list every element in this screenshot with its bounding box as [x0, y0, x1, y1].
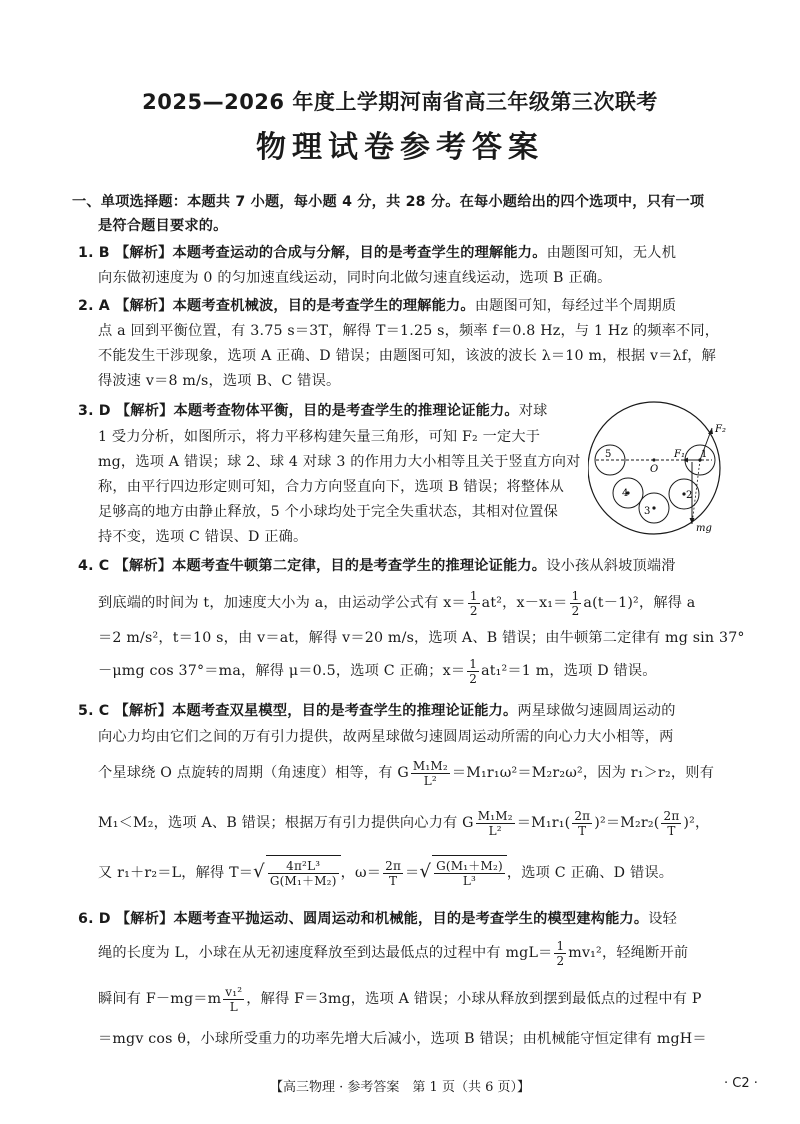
- q5-frac-2pi-1: $\frac{2\pi}{T}$: [574, 808, 591, 838]
- q1-text1: 由题图可知，无人机: [546, 245, 677, 261]
- q6-line4: ＝mgv cos θ，小球所受重力的功率先增大后减小，选项 B 错误；由机械能守恒定律有 mgH＝: [98, 1031, 707, 1047]
- q6-line1: [78, 909, 677, 929]
- q6-text0: 设轻: [648, 911, 678, 927]
- q6-line2: 绳的长度为 L，小球在从无初速度释放至到达最低点的过程中有 mgL＝ $\frac{1}{2}$ mv₁²，轻绳断开前: [98, 938, 689, 968]
- q5-sqrt-frac-1: $\frac{\text{4π²L³}}{\text{G(M₁＋M₂)}}$: [269, 859, 337, 888]
- center-dot: [652, 458, 655, 461]
- q6-frac-v1sq-L: $\frac{\text{v₁²}}{L}$: [225, 984, 243, 1014]
- document-title: 物理试卷参考答案: [256, 130, 544, 165]
- q3-line5: 足够高的地方由静止释放，5 个小球均处于完全失重状态，其相对位置保: [98, 504, 558, 520]
- label-3: 3: [644, 506, 651, 517]
- label-F2: F₂: [715, 424, 726, 435]
- q5-line2: 向心力均由它们之间的万有引力提供，故两星球做匀速圆周运动所需的向心力大小相等，两: [98, 729, 674, 745]
- q4-frac-half-2: $\frac{1}{2}$: [571, 588, 580, 618]
- q4-frac-half-1: $\frac{1}{2}$: [469, 588, 478, 618]
- q5-head: 5. C 【解析】本题考查双星模型，目的是考查学生的推理论证能力。: [78, 703, 518, 719]
- page-code: · C2 ·: [724, 1076, 758, 1091]
- page-footer: 【高三物理 · 参考答案 第 1 页（共 6 页）】: [270, 1080, 530, 1095]
- q4-frac-half-3: $\frac{1}{2}$: [469, 656, 478, 686]
- q2-line3: 不能发生干涉现象，选项 A 正确、D 错误；由题图可知，该波的波长 λ＝10 m，根据 v＝λf，解: [98, 348, 717, 364]
- q3-text0: 对球: [518, 403, 548, 419]
- q5-frac-m1m2-2: $\frac{\text{M₁M₂}}{\text{L²}}$: [477, 808, 513, 838]
- q5-sqrt-frac-2: $\frac{\text{G(M₁＋M₂)}}{\text{L³}}$: [436, 859, 503, 888]
- label-O: O: [650, 464, 659, 475]
- q1-line2: 向东做初速度为 0 的匀加速直线运动，同时向北做匀速直线运动，选项 B 正确。: [98, 270, 612, 286]
- q2-text1: 由题图可知，每经过半个周期质: [474, 298, 677, 314]
- q5-line5: 又 r₁＋r₂＝L，解得 T＝√ $\frac{\text{4π²L³}}{\text{G(M₁＋M₂)}}$ ，ω＝ $\frac{2\pi}{T}$ ＝√ $\frac{\text{G(M₁＋M₂)}}{\text{L³}}$ ，选项 C 正确、D 错误。: [98, 854, 673, 892]
- label-4: 4: [622, 488, 629, 499]
- q3-line3: mg，选项 A 错误；球 2、球 4 对球 3 的作用力大小相等且关于竖直方向对: [98, 454, 581, 470]
- q4-line4: －μmg cos 37°＝ma，解得 μ＝0.5，选项 C 正确；x＝ $\frac{1}{2}$ at₁²＝1 m，选项 D 错误。: [98, 656, 657, 686]
- q5-frac-2pi-3: $\frac{2\pi}{T}$: [385, 858, 402, 888]
- q3-force-diagram: [588, 398, 730, 538]
- q3-line6: 持不变，选项 C 错误、D 正确。: [98, 529, 308, 545]
- section-heading-line2: 是符合题目要求的。: [98, 218, 228, 234]
- label-5: 5: [605, 449, 612, 460]
- q6-frac-half: $\frac{1}{2}$: [556, 938, 565, 968]
- q5-text0: 两星球做匀速圆周运动的: [517, 703, 676, 719]
- q5-line3: 个星球绕 O 点旋转的周期（角速度）相等，有 G $\frac{\text{M₁M₂}}{\text{L²}}$ ＝M₁r₁ω²＝M₂r₂ω²，因为 r₁＞r₂，则有: [98, 758, 715, 788]
- q5-frac-m1m2-1: $\frac{\text{M₁M₂}}{\text{L²}}$: [412, 758, 448, 788]
- q1-line1: [78, 243, 676, 263]
- q5-line1: [78, 701, 676, 721]
- q4-head: 4. C 【解析】本题考查牛顿第二定律，目的是考查学生的推理论证能力。: [78, 558, 547, 574]
- q5-line4: M₁＜M₂，选项 A、B 错误；根据万有引力提供向心力有 G $\frac{\text{M₁M₂}}{\text{L²}}$ ＝M₁r₁( $\frac{2\pi}{T}$ )²＝M₂r₂( $\frac{2\pi}{T}$ )²，: [98, 808, 710, 838]
- q6-line3: 瞬间有 F－mg＝m $\frac{\text{v₁²}}{L}$ ，解得 F＝3mg，选项 A 错误；小球从释放到摆到最低点的过程中有 P: [98, 984, 702, 1014]
- q4-line2: 到底端的时间为 t，加速度大小为 a，由运动学公式有 x＝ $\frac{1}{2}$ at²，x－x₁＝ $\frac{1}{2}$ a(t－1)²，解得 a: [98, 588, 696, 618]
- label-mg: mg: [696, 523, 712, 534]
- section-heading-line1: 一、单项选择题：本题共 7 小题，每小题 4 分，共 28 分。在每小题给出的四个选项中，只有一项: [72, 194, 705, 210]
- q3-line4: 称，由平行四边形定则可知，合力方向竖直向下，选项 B 错误；将整体从: [98, 479, 565, 495]
- q2-head: 2. A 【解析】本题考查机械波，目的是考查学生的理解能力。: [78, 298, 475, 314]
- label-F1: F₁: [674, 449, 685, 460]
- q1-head: 1. B 【解析】本题考查运动的合成与分解，目的是考查学生的理解能力。: [78, 245, 547, 261]
- q3-line2: 1 受力分析，如图所示，将力平移构建矢量三角形，可知 F₂ 一定大于: [98, 429, 541, 445]
- q4-text0: 设小孩从斜坡顶端滑: [546, 558, 676, 574]
- q6-head: 6. D 【解析】本题考查平抛运动、圆周运动和机械能，目的是考查学生的模型建构能力。: [78, 911, 649, 927]
- q4-line1: [78, 556, 676, 576]
- exam-title: 2025—2026 年度上学期河南省高三年级第三次联考: [142, 90, 658, 114]
- label-1: 1: [701, 449, 708, 460]
- q3-line1: [78, 401, 548, 421]
- q2-line2: 点 a 回到平衡位置，有 3.75 s＝3T，解得 T＝1.25 s，频率 f＝0.8 Hz，与 1 Hz 的频率不同，: [98, 323, 720, 339]
- q2-line4: 得波速 v＝8 m/s，选项 B、C 错误。: [98, 373, 341, 389]
- q2-line1: [78, 296, 676, 316]
- q5-frac-2pi-2: $\frac{2\pi}{T}$: [663, 808, 680, 838]
- q4-line3: ＝2 m/s²，t＝10 s，由 v＝at，解得 v＝20 m/s，选项 A、B 错误；由牛顿第二定律有 mg sin 37°: [98, 630, 745, 646]
- label-2: 2: [686, 490, 693, 501]
- q3-head: 3. D 【解析】本题考查物体平衡，目的是考查学生的推理论证能力。: [78, 403, 519, 419]
